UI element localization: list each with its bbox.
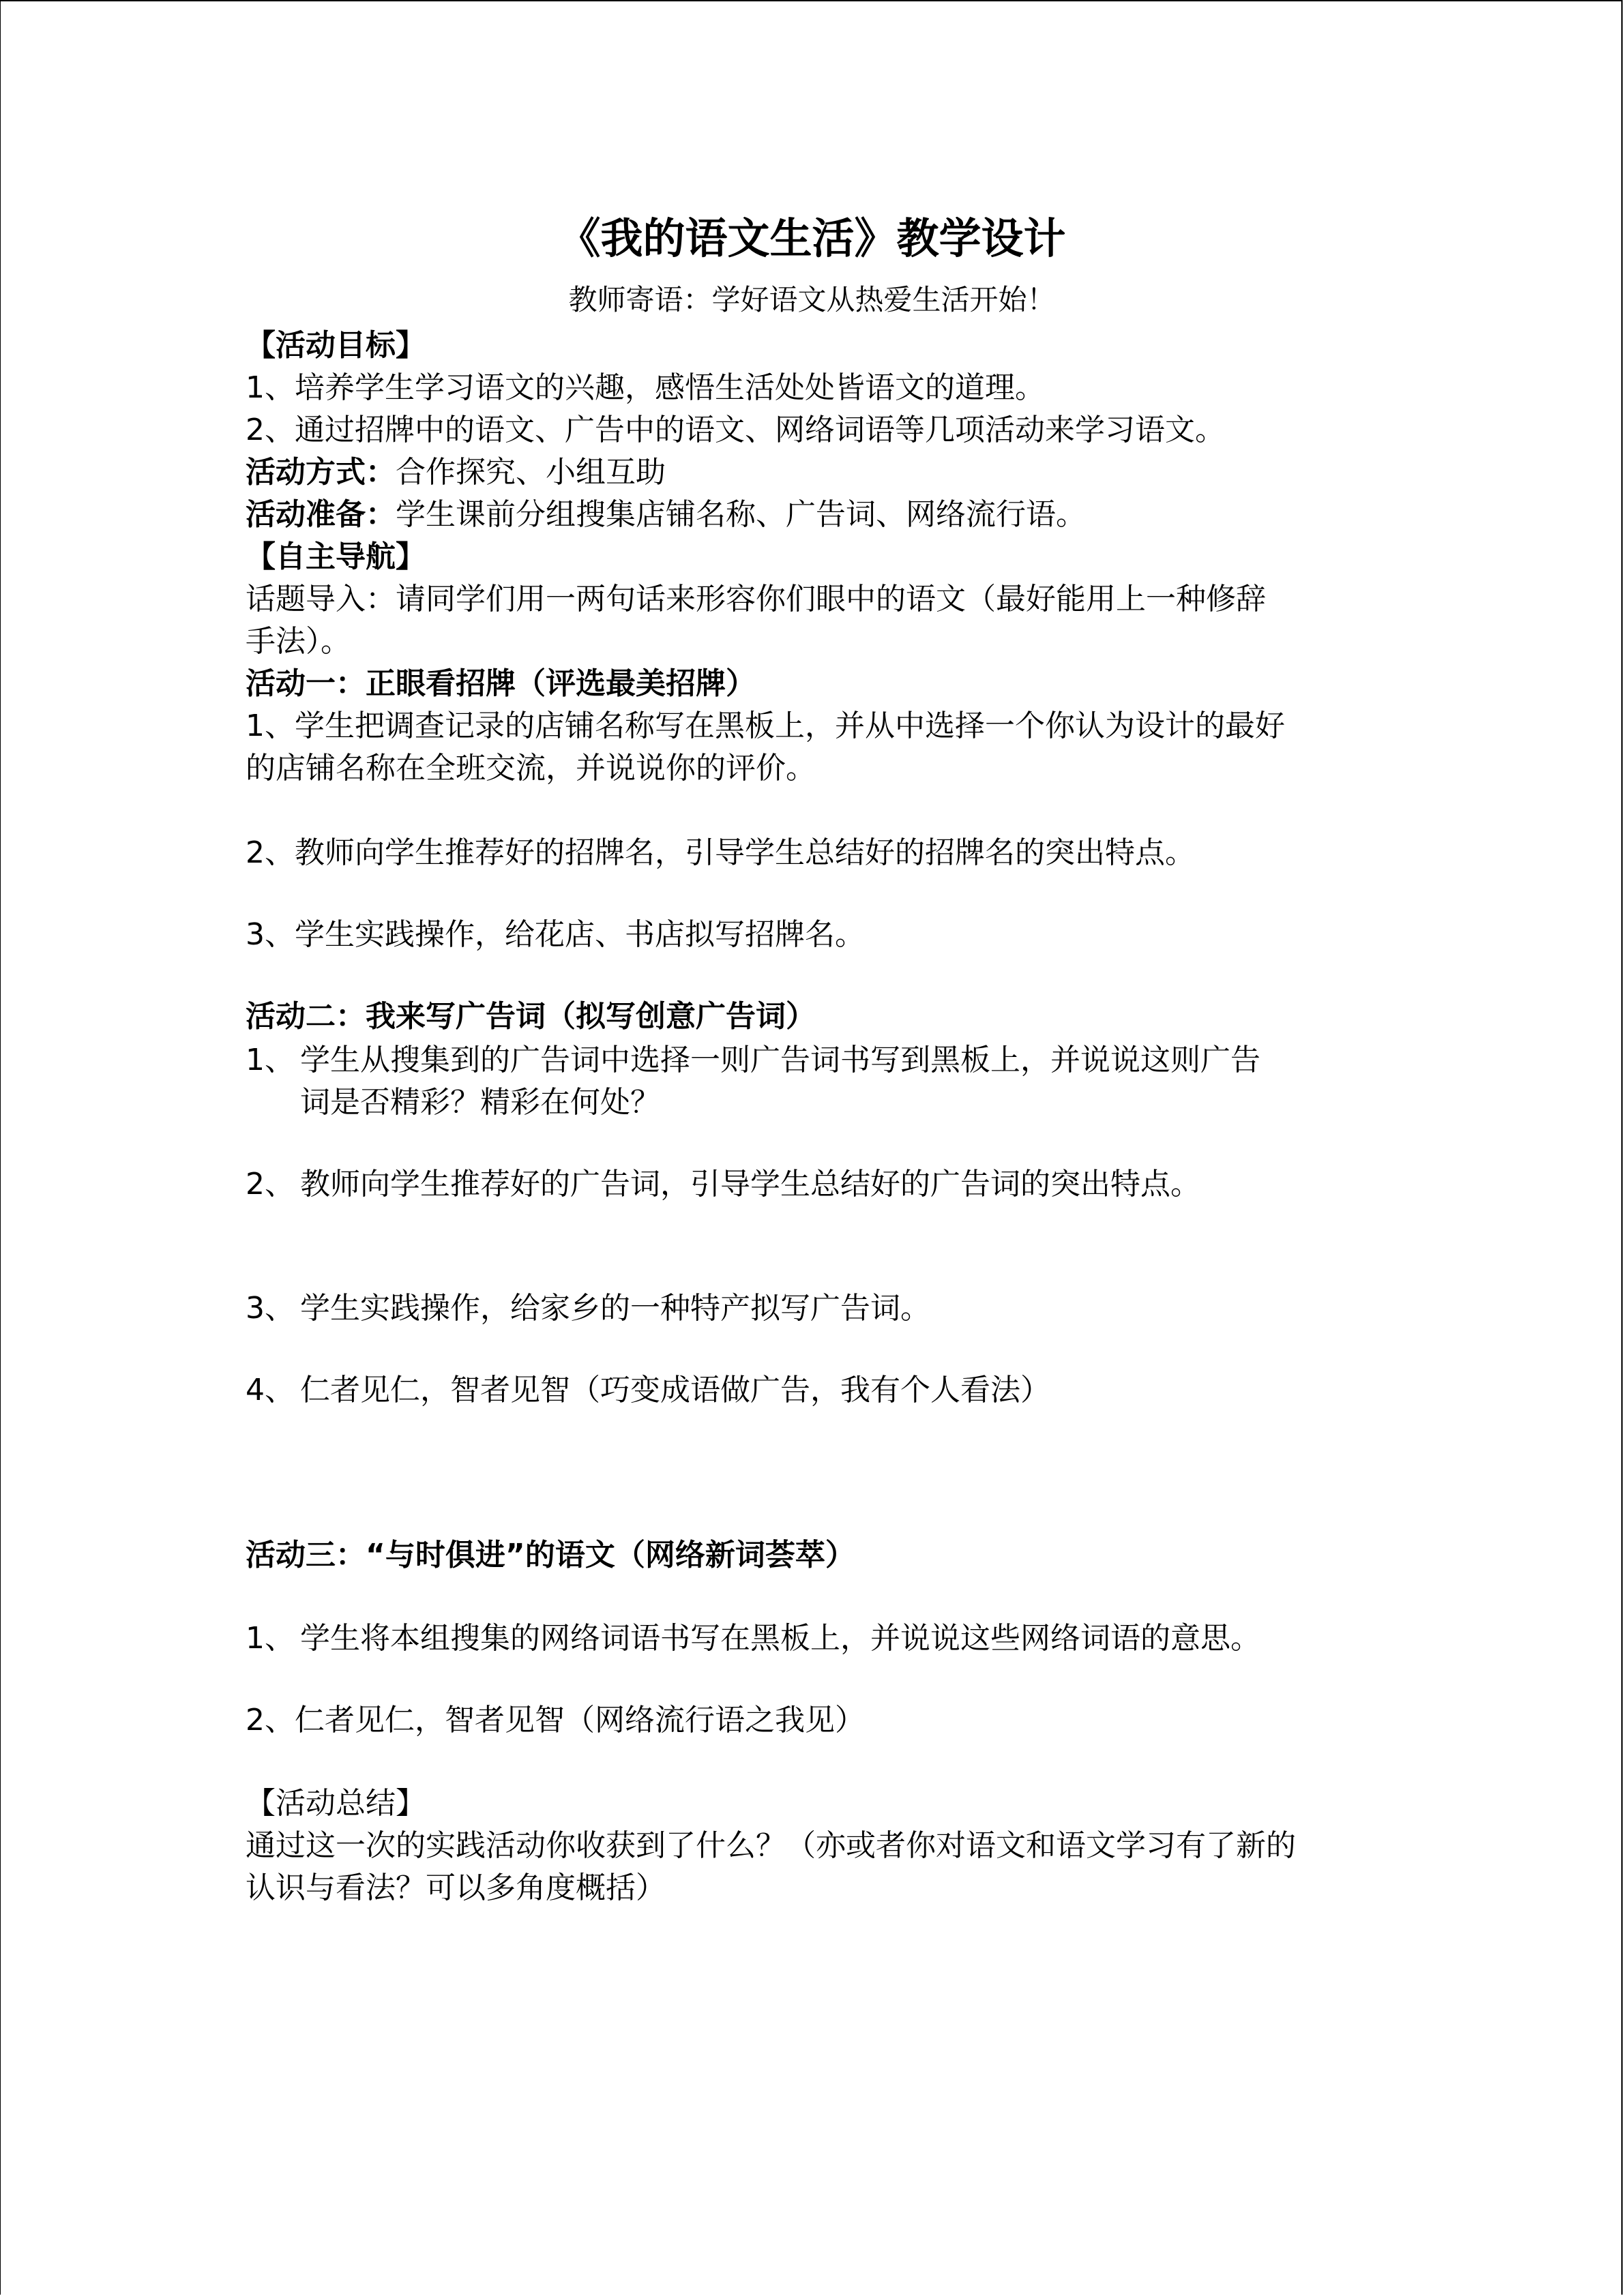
activity2-item2-text: 教师向学生推荐好的广告词，引导学生总结好的广告词的突出特点。: [300, 1167, 1200, 1202]
activity2-item4: [246, 1371, 1050, 1410]
activity2-heading: 活动二：我来写广告词（拟写创意广告词）: [246, 999, 816, 1034]
activity1-heading: 活动一：正眼看招牌（评选最美招牌）: [246, 666, 756, 701]
activity2-item2: [246, 1165, 1200, 1204]
activity1-item1-line1: 1、学生把调查记录的店铺名称写在黑板上，并从中选择一个你认为设计的最好: [246, 709, 1285, 743]
activity2-item1: [246, 1041, 1260, 1080]
summary-line-2: 认识与看法？可以多角度概括）: [246, 1870, 666, 1905]
summary-line-1: 通过这一次的实践活动你收获到了什么？（亦或者你对语文和语文学习有了新的: [246, 1828, 1296, 1863]
activity2-item4-text: 仁者见仁，智者见智（巧变成语做广告，我有个人看法）: [300, 1373, 1050, 1407]
activity2-item4-num: 4、: [246, 1373, 295, 1407]
activity2-item2-num: 2、: [246, 1167, 295, 1202]
activity3-item1-num: 1、: [246, 1621, 295, 1656]
prep-label: 活动准备：: [246, 497, 396, 532]
activity2-item1-line2: 词是否精彩？精彩在何处？: [300, 1085, 660, 1120]
method-text: 合作探究、小组互助: [396, 455, 666, 490]
method-label: 活动方式：: [246, 455, 396, 490]
document-subtitle: 教师寄语：学好语文从热爱生活开始！: [568, 283, 1056, 316]
activity3-item2: 2、仁者见仁，智者见智（网络流行语之我见）: [246, 1703, 865, 1738]
document-title: 《我的语文生活》教学设计: [558, 213, 1066, 263]
activity2-item1-line1: 学生从搜集到的广告词中选择一则广告词书写到黑板上，并说说这则广告: [300, 1043, 1260, 1077]
activity1-item3: 3、学生实践操作，给花店、书店拟写招牌名。: [246, 917, 865, 952]
goals-heading: 【活动目标】: [246, 328, 426, 363]
activity1-item2: 2、教师向学生推荐好的招牌名，引导学生总结好的招牌名的突出特点。: [246, 835, 1195, 870]
activity3-item1: [246, 1619, 1260, 1658]
activity2-item3-text: 学生实践操作，给家乡的一种特产拟写广告词。: [300, 1291, 930, 1326]
activity1-item1-line2: 的店铺名称在全班交流，并说说你的评价。: [246, 751, 816, 786]
guide-heading: 【自主导航】: [246, 539, 426, 574]
activity2-item1-num: 1、: [246, 1043, 295, 1077]
activity3-heading: 活动三：“与时俱进”的语文（网络新词荟萃）: [246, 1538, 855, 1572]
prep-row: [246, 495, 1086, 535]
summary-heading: 【活动总结】: [246, 1786, 426, 1821]
guide-line-2: 手法）。: [246, 624, 351, 659]
method-row: [246, 453, 666, 492]
goal-item-2: 2、通过招牌中的语文、广告中的语文、网络词语等几项活动来学习语文。: [246, 413, 1225, 447]
guide-line-1: 话题导入：请同学们用一两句话来形容你们眼中的语文（最好能用上一种修辞: [246, 582, 1266, 616]
activity2-item3-num: 3、: [246, 1291, 295, 1326]
goal-item-1: 1、培养学生学习语文的兴趣，感悟生活处处皆语文的道理。: [246, 370, 1045, 405]
activity3-item1-text: 学生将本组搜集的网络词语书写在黑板上，并说说这些网络词语的意思。: [300, 1621, 1260, 1656]
prep-text: 学生课前分组搜集店铺名称、广告词、网络流行语。: [396, 497, 1086, 532]
activity2-item3: [246, 1289, 930, 1328]
